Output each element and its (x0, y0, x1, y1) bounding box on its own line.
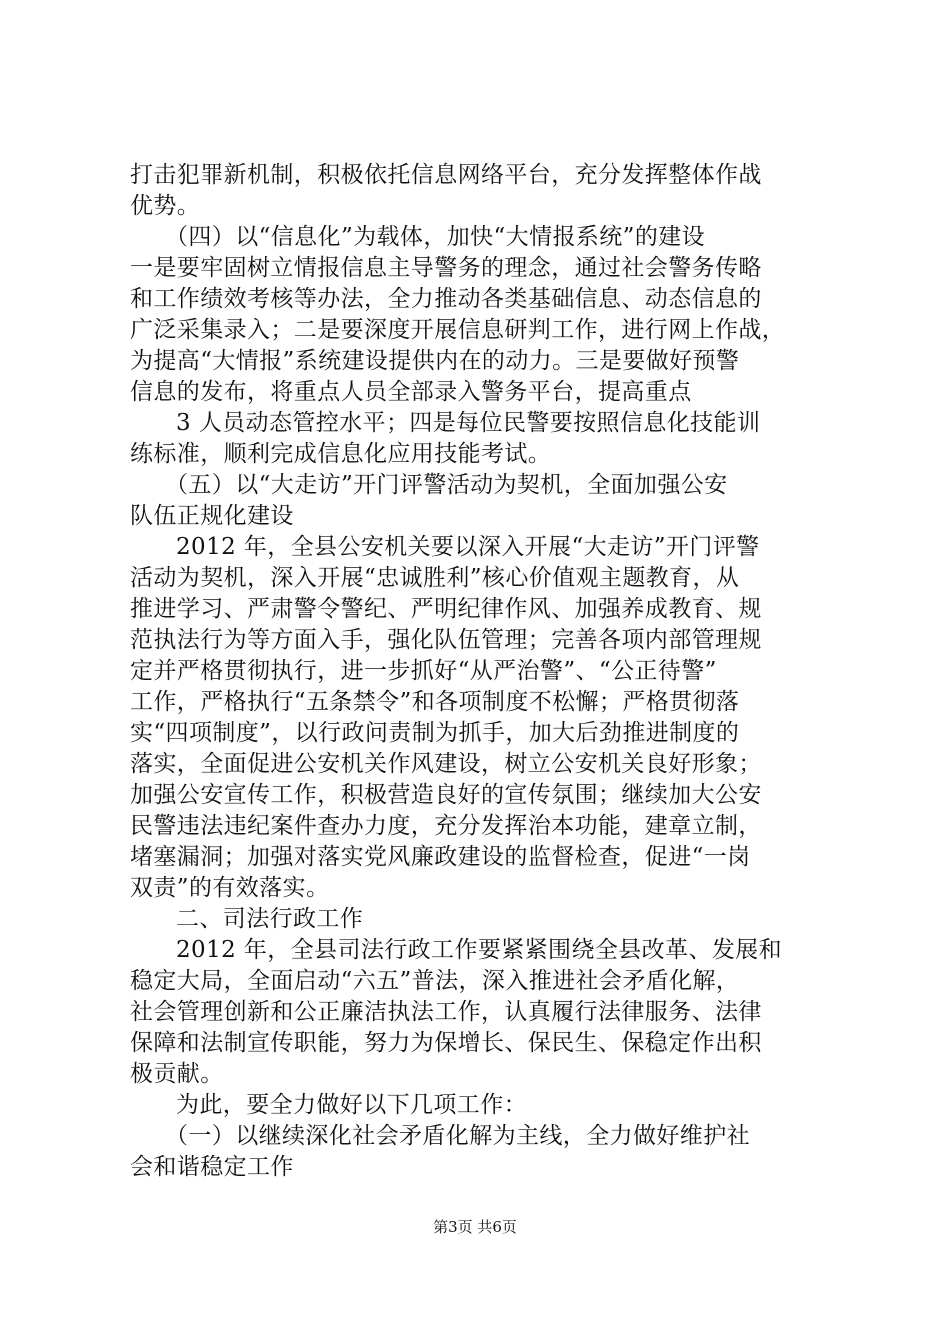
text-line: 2012 年，全县公安机关要以深入开展“大走访”开门评警 (176, 534, 760, 560)
text-line: 活动为契机，深入开展“忠诚胜利”核心价值观主题教育，从 (130, 565, 740, 591)
text-line: 双责”的有效落实。 (130, 875, 330, 901)
text-line: 极贡献。 (130, 1061, 224, 1087)
text-line: 工作，严格执行“五条禁令”和各项制度不松懈；严格贯彻落 (130, 689, 740, 715)
text-line: （四）以“信息化”为载体，加快“大情报系统”的建设 (165, 224, 706, 250)
text-line: （一）以继续深化社会矛盾化解为主线，全力做好维护社 (165, 1123, 750, 1149)
text-line: 实“四项制度”，以行政问责制为抓手，加大后劲推进制度的 (130, 720, 740, 746)
text-line: 一是要牢固树立情报信息主导警务的理念，通过社会警务传略 (130, 255, 762, 281)
text-line: 会和谐稳定工作 (130, 1154, 294, 1180)
text-line: 队伍正规化建设 (130, 503, 294, 529)
text-line: 和工作绩效考核等办法，全力推动各类基础信息、动态信息的 (130, 286, 762, 312)
text-line: 信息的发布，将重点人员全部录入警务平台，提高重点 (130, 379, 692, 405)
section-heading: 二、司法行政工作 (176, 906, 364, 932)
text-line: 民警违法违纪案件查办力度，充分发挥治本功能，建章立制， (130, 813, 762, 839)
text-line: 堵塞漏洞；加强对落实党风廉政建设的监督检查，促进“一岗 (130, 844, 751, 870)
text-line: 社会管理创新和公正廉洁执法工作，认真履行法律服务、法律 (130, 999, 762, 1025)
text-line: 练标准，顺利完成信息化应用技能考试。 (130, 441, 552, 467)
page-number-footer: 第3页 共6页 (433, 1218, 517, 1236)
text-line: 加强公安宣传工作，积极营造良好的宣传氛围；继续加大公安 (130, 782, 762, 808)
text-line: 打击犯罪新机制，积极依托信息网络平台，充分发挥整体作战 (130, 162, 762, 188)
text-line: 推进学习、严肃警令警纪、严明纪律作风、加强养成教育、规 (130, 596, 762, 622)
text-line: 落实，全面促进公安机关作风建设，树立公安机关良好形象； (130, 751, 762, 777)
text-line: （五）以“大走访”开门评警活动为契机，全面加强公安 (165, 472, 728, 498)
text-line: 稳定大局，全面启动“六五”普法，深入推进社会矛盾化解， (130, 968, 740, 994)
text-line: 优势。 (130, 193, 201, 219)
text-line: 定并严格贯彻执行，进一步抓好“从严治警”、“公正待警” (130, 658, 717, 684)
text-line: 为提高“大情报”系统建设提供内在的动力。三是要做好预警 (130, 348, 740, 374)
text-line: 2012 年，全县司法行政工作要紧紧围绕全县改革、发展和 (176, 937, 783, 963)
text-line: 为此，要全力做好以下几项工作： (176, 1092, 527, 1118)
text-line: 广泛采集录入；二是要深度开展信息研判工作，进行网上作战， (130, 317, 786, 343)
text-line: 保障和法制宣传职能，努力为保增长、保民生、保稳定作出积 (130, 1030, 762, 1056)
text-line: 范执法行为等方面入手，强化队伍管理；完善各项内部管理规 (130, 627, 762, 653)
text-line: 3 人员动态管控水平；四是每位民警要按照信息化技能训 (176, 410, 761, 436)
